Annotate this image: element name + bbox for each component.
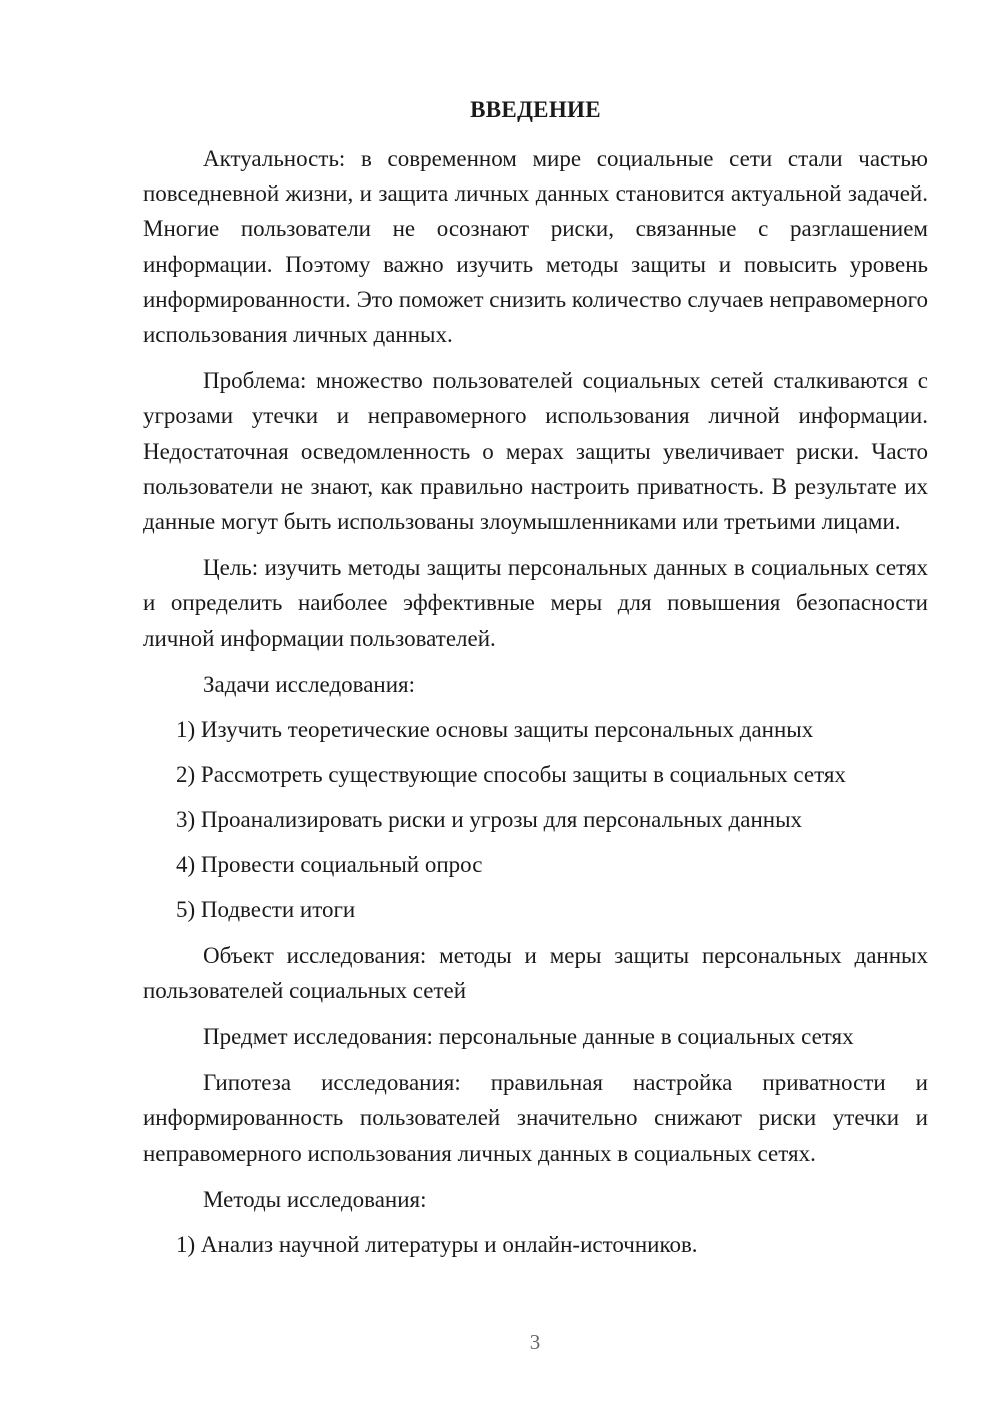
page-content bbox=[143, 92, 928, 1262]
paragraph-subject: Предмет исследования: персональные данные в социальных сетях bbox=[203, 1024, 854, 1050]
tasks-list bbox=[143, 712, 928, 927]
list-item: 3) Проанализировать риски и угрозы для персональных данных bbox=[176, 806, 803, 832]
list-item: 1) Изучить теоретические основы защиты персональных данных bbox=[176, 716, 814, 742]
tasks-heading: Задачи исследования: bbox=[203, 671, 416, 697]
methods-heading: Методы исследования: bbox=[203, 1186, 427, 1212]
paragraph-relevance: Актуальность: в современном мире социальные сети стали частью повседневной жизни, и защита личных данных становится актуальной задачей. Многие пользователи не осознают риски, связанные с разглашением информации. Поэтому важно изучить методы защиты и повысить уровень информированности. Это поможет снизить количество случаев неправомерного использования личных данных. bbox=[143, 146, 928, 348]
paragraph-object: Объект исследования: методы и меры защиты персональных данных пользователей социальных сетей bbox=[143, 942, 928, 1004]
page-title: ВВЕДЕНИЕ bbox=[470, 97, 601, 122]
list-item: 1) Анализ научной литературы и онлайн-источников. bbox=[176, 1231, 698, 1257]
paragraph-hypothesis: Гипотеза исследования: правильная настройка приватности и информированность пользователей значительно снижают риски утечки и неправомерного использования личных данных в социальных сетях. bbox=[143, 1070, 928, 1166]
list-item: 4) Провести социальный опрос bbox=[176, 851, 483, 877]
paragraph-problem: Проблема: множество пользователей социальных сетей сталкиваются с угрозами утечки и неправомерного использования личной информации. Недостаточная осведомленность о мерах защиты увеличивает риски. Часто пользователи не знают, как правильно настроить приватность. В результате их данные могут быть использованы злоумышленниками или третьими лицами. bbox=[143, 368, 928, 535]
methods-list bbox=[143, 1227, 928, 1262]
paragraph-goal: Цель: изучить методы защиты персональных данных в социальных сетях и определить наиболее эффективные меры для повышения безопасности личной информации пользователей. bbox=[143, 555, 928, 651]
page-number: 3 bbox=[529, 1330, 541, 1354]
list-item: 2) Рассмотреть существующие способы защиты в социальных сетях bbox=[176, 761, 846, 787]
list-item: 5) Подвести итоги bbox=[176, 896, 356, 922]
